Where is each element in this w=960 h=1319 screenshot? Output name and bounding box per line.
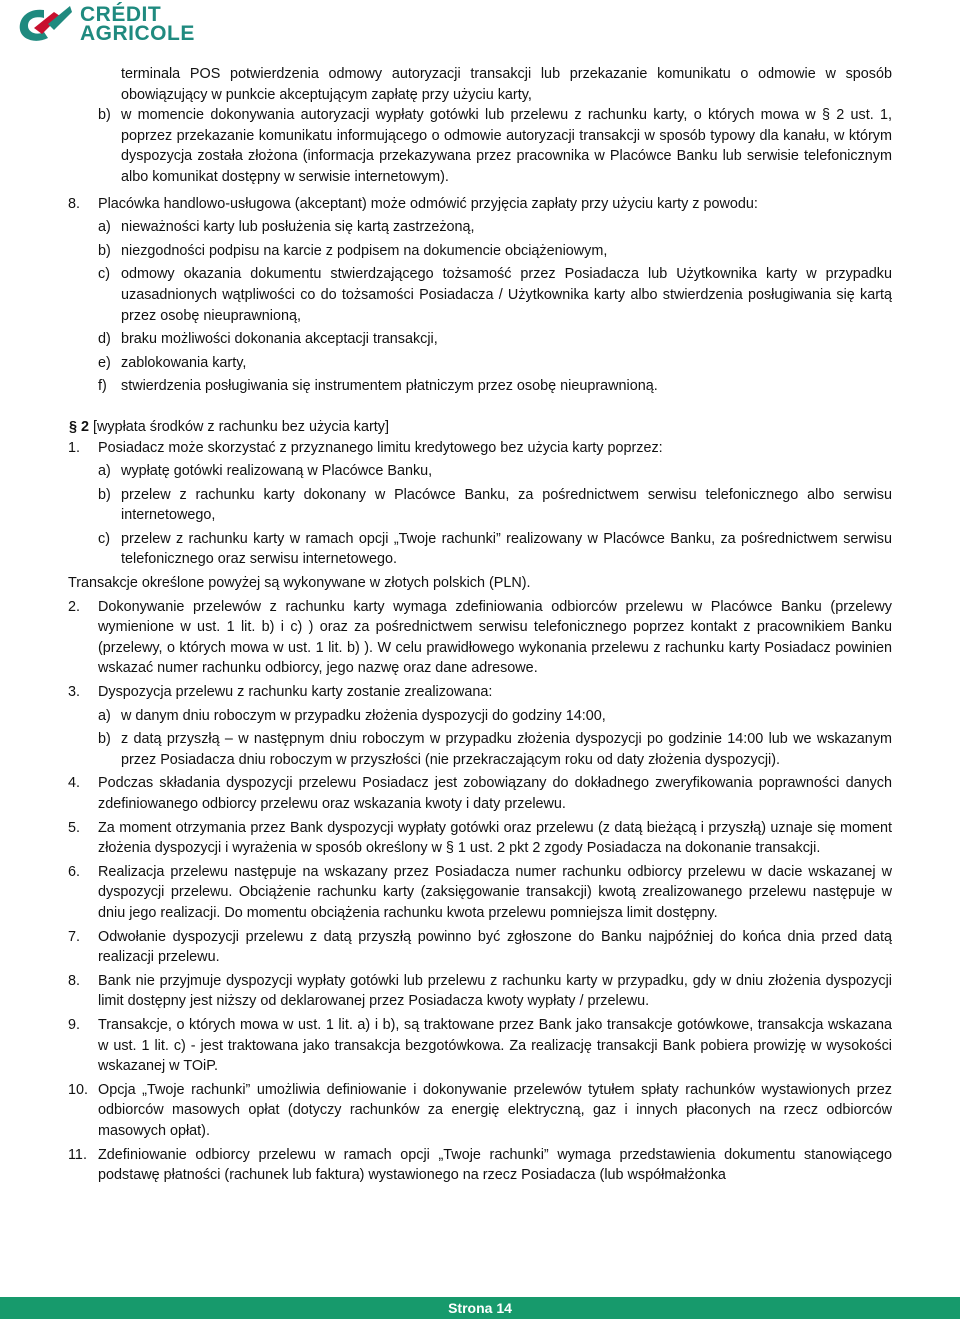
item-text: Bank nie przyjmuje dyspozycji wypłaty gotówki lub przelewu z rachunku karty w przypadku, gdy w dniu złożenia dyspozycji limit dostępny jest niższy od deklarowanej przez Posiadacza kwoty wypłaty / przelewu. [98, 972, 892, 1010]
item-number: d) [98, 331, 111, 348]
point-8 [68, 194, 892, 215]
logo-line1: CRÉDIT [80, 3, 162, 26]
logo-line2: AGRICOLE [80, 22, 195, 45]
point-10 [68, 1080, 892, 1142]
item-text: Dyspozycja przelewu z rachunku karty zostanie zrealizowana: [98, 684, 493, 701]
item-text: zablokowania karty, [121, 354, 247, 371]
page-footer [0, 1297, 960, 1319]
item-number: c) [98, 266, 110, 283]
item-text: Za moment otrzymania przez Bank dyspozycji wypłaty gotówki oraz przelewu (z datą bieżącą i przyszłą) uznaje się moment złożenia dyspozycji i wyrażenia w sposób określony w § 1 ust. 2 pkt 2 zgody Posiadacza na dokonanie transakcji. [98, 819, 892, 857]
point-6 [68, 862, 892, 924]
item-number: c) [98, 530, 110, 547]
page-number: Strona 14 [448, 1300, 512, 1316]
point-9 [68, 1015, 892, 1077]
item-text: odmowy okazania dokumentu stwierdzającego tożsamość przez Posiadacza lub Użytkownika karty w przypadku uzasadnionych wątpliwości co do tożsamości Posiadacza / Użytkownika karty albo stwierdzenia posługiwania się kartą przez osobę nieuprawnioną, [121, 266, 892, 324]
item-number: a) [98, 219, 111, 236]
item-text: przelew z rachunku karty dokonany w Placówce Banku, za pośrednictwem serwisu telefonicznego albo serwisu internetowego, [121, 486, 892, 524]
item-text: w momencie dokonywania autoryzacji wypłaty gotówki lub przelewu z rachunku karty, o których mowa w § 2 ust. 1, poprzez przekazanie komunikatu informującego o odmowie autoryzacji transakcji w sposób typowy dla kanału, w którym dyspozycja została złożona (informacja przekazywana przez pracownika w Placówce Banku lub serwisie telefonicznym albo komunikat dostępny w serwisie internetowym). [121, 107, 892, 185]
item-number: 4. [68, 775, 81, 792]
item-number: 6. [68, 863, 81, 880]
item-text: wypłatę gotówki realizowaną w Placówce Banku, [121, 463, 433, 480]
section-title [68, 417, 892, 438]
section-heading: [wypłata środków z rachunku bez użycia karty] [89, 418, 389, 435]
item-number: 5. [68, 819, 81, 836]
item-number: f) [98, 378, 107, 395]
item-number: b) [98, 486, 111, 503]
point-8-b [68, 971, 892, 1012]
list-item [98, 461, 892, 482]
list-item [98, 241, 892, 262]
item-number: b) [98, 242, 111, 259]
item-number: 9. [68, 1016, 81, 1033]
credit-agricole-logo-icon [14, 4, 74, 44]
item-text: stwierdzenia posługiwania się instrumentem płatniczym przez osobę nieuprawnioną. [121, 378, 658, 395]
item-text: niezgodności podpisu na karcie z podpisem na dokumencie obciążeniowym, [121, 242, 608, 259]
note-text: Transakcje określone powyżej są wykonywane w złotych polskich (PLN). [68, 575, 531, 592]
document-body [68, 64, 892, 1186]
list-item [98, 264, 892, 326]
point-1 [68, 438, 892, 459]
point-11 [68, 1145, 892, 1186]
item-number [98, 64, 121, 105]
item-number: a) [98, 463, 111, 480]
item-text: Opcja „Twoje rachunki” umożliwia definiowanie i dokonywanie przelewów tytułem spłaty rachunków wystawionych przez odbiorców masowych opłat (dotyczy rachunków za energię elektryczną, gaz i innych płaconych na rzecz odbiorców masowych opłat). [98, 1081, 892, 1139]
item-text: nieważności karty lub posłużenia się kartą zastrzeżoną, [121, 219, 475, 236]
logo-wordmark [80, 5, 195, 43]
list-item [98, 329, 892, 350]
item-text: Posiadacz może skorzystać z przyznanego limitu kredytowego bez użycia karty poprzez: [98, 439, 663, 456]
item-number: b) [98, 731, 111, 748]
point-4 [68, 773, 892, 814]
item-text: Transakcje, o których mowa w ust. 1 lit. a) i b), są traktowane przez Bank jako transakcje gotówkowe, transakcja wskazana w ust. 1 lit. c) - jest traktowana jako transakcja bezgotówkowa. Za realizację transakcji Bank pobiera prowizję w wysokości wskazanej w TOiP. [98, 1016, 892, 1075]
list-item [98, 376, 892, 397]
item-text: Dokonywanie przelewów z rachunku karty wymaga zdefiniowania odbiorców przelewu w Placówce Banku (przelewy wymienione w ust. 1 lit. b) i c) ) oraz za pośrednictwem serwisu telefonicznego poprzez kontakt z pracownikiem Banku (przelewy, o których mowa w ust. 1 lit. b) ). W celu prawidłowego wykonania przelewu z rachunku karty Posiadacz powinien wskazać numer rachunku odbiorcy, jego nazwę oraz dane adresowe. [98, 598, 892, 677]
item-text: Podczas składania dyspozycji przelewu Posiadacz jest zobowiązany do dokładnego zweryfikowania poprawności danych zdefiniowanego odbiorcy przelewu oraz wskazania kwoty i daty przelewu. [98, 775, 892, 812]
item-text: terminala POS potwierdzenia odmowy autoryzacji transakcji lub przekazanie komunikatu o odmowie w sposób obowiązujący w punkcie akceptującym zapłatę przy użyciu karty, [121, 66, 892, 103]
item-text: braku możliwości dokonania akceptacji transakcji, [121, 331, 438, 348]
item-number: 8. [68, 195, 81, 212]
list-item [98, 729, 892, 770]
item-number: 7. [68, 928, 81, 945]
list-item [98, 353, 892, 374]
item-number: 1. [68, 439, 81, 456]
point-7 [68, 927, 892, 968]
list-item [98, 64, 892, 105]
item-text: Placówka handlowo-usługowa (akceptant) może odmówić przyjęcia zapłaty przy użyciu karty z powodu: [98, 195, 758, 212]
bank-logo [14, 4, 195, 44]
list-item [98, 105, 892, 187]
item-text: Realizacja przelewu następuje na wskazany przez Posiadacza numer rachunku odbiorcy przelewu w dacie wskazanej w dyspozycji przelewu. Obciążenie rachunku karty (zaksięgowanie transakcji) kwotą zrealizowanego przelewu następuje w dniu jego realizacji. Do momentu obciążenia rachunku kwota przelewu pomniejsza limit dostępny. [98, 863, 892, 921]
item-text: Odwołanie dyspozycji przelewu z datą przyszłą powinno być zgłoszone do Banku najpóźniej do końca dnia przed datą realizacji przelewu. [98, 928, 892, 966]
list-item [98, 485, 892, 526]
item-number: 11. [68, 1146, 87, 1163]
item-number: b) [98, 107, 111, 124]
list-item [98, 706, 892, 727]
point-3 [68, 682, 892, 703]
item-number: a) [98, 707, 111, 724]
item-text: z datą przyszłą – w następnym dniu roboczym w przypadku złożenia dyspozycji po godzinie 14:00 lub we wskazanym przez Posiadacza dniu roboczym w przyszłości (nie przekraczającym roku od daty złożenia dyspozycji). [121, 731, 892, 768]
item-number: 3. [68, 684, 81, 701]
list-item [98, 529, 892, 570]
item-number: 10. [68, 1081, 89, 1098]
item-text: Zdefiniowanie odbiorcy przelewu w ramach opcji „Twoje rachunki” wymaga przedstawienia dokumentu stanowiącego podstawę płatności (rachunek lub faktura) wystawionego na rzecz Posiadacza (lub współmałżonka [98, 1146, 892, 1184]
list-item [98, 217, 892, 238]
item-text: w danym dniu roboczym w przypadku złożenia dyspozycji do godziny 14:00, [121, 707, 606, 724]
point-2 [68, 597, 892, 679]
item-text: przelew z rachunku karty w ramach opcji „Twoje rachunki” realizowany w Placówce Banku, za pośrednictwem serwisu telefonicznego oraz serwisu internetowego. [121, 530, 892, 568]
item-number: e) [98, 354, 111, 371]
item-number: 2. [68, 598, 81, 615]
item-number: 8. [68, 972, 81, 989]
section-number: § 2 [69, 418, 90, 435]
point-5 [68, 818, 892, 859]
